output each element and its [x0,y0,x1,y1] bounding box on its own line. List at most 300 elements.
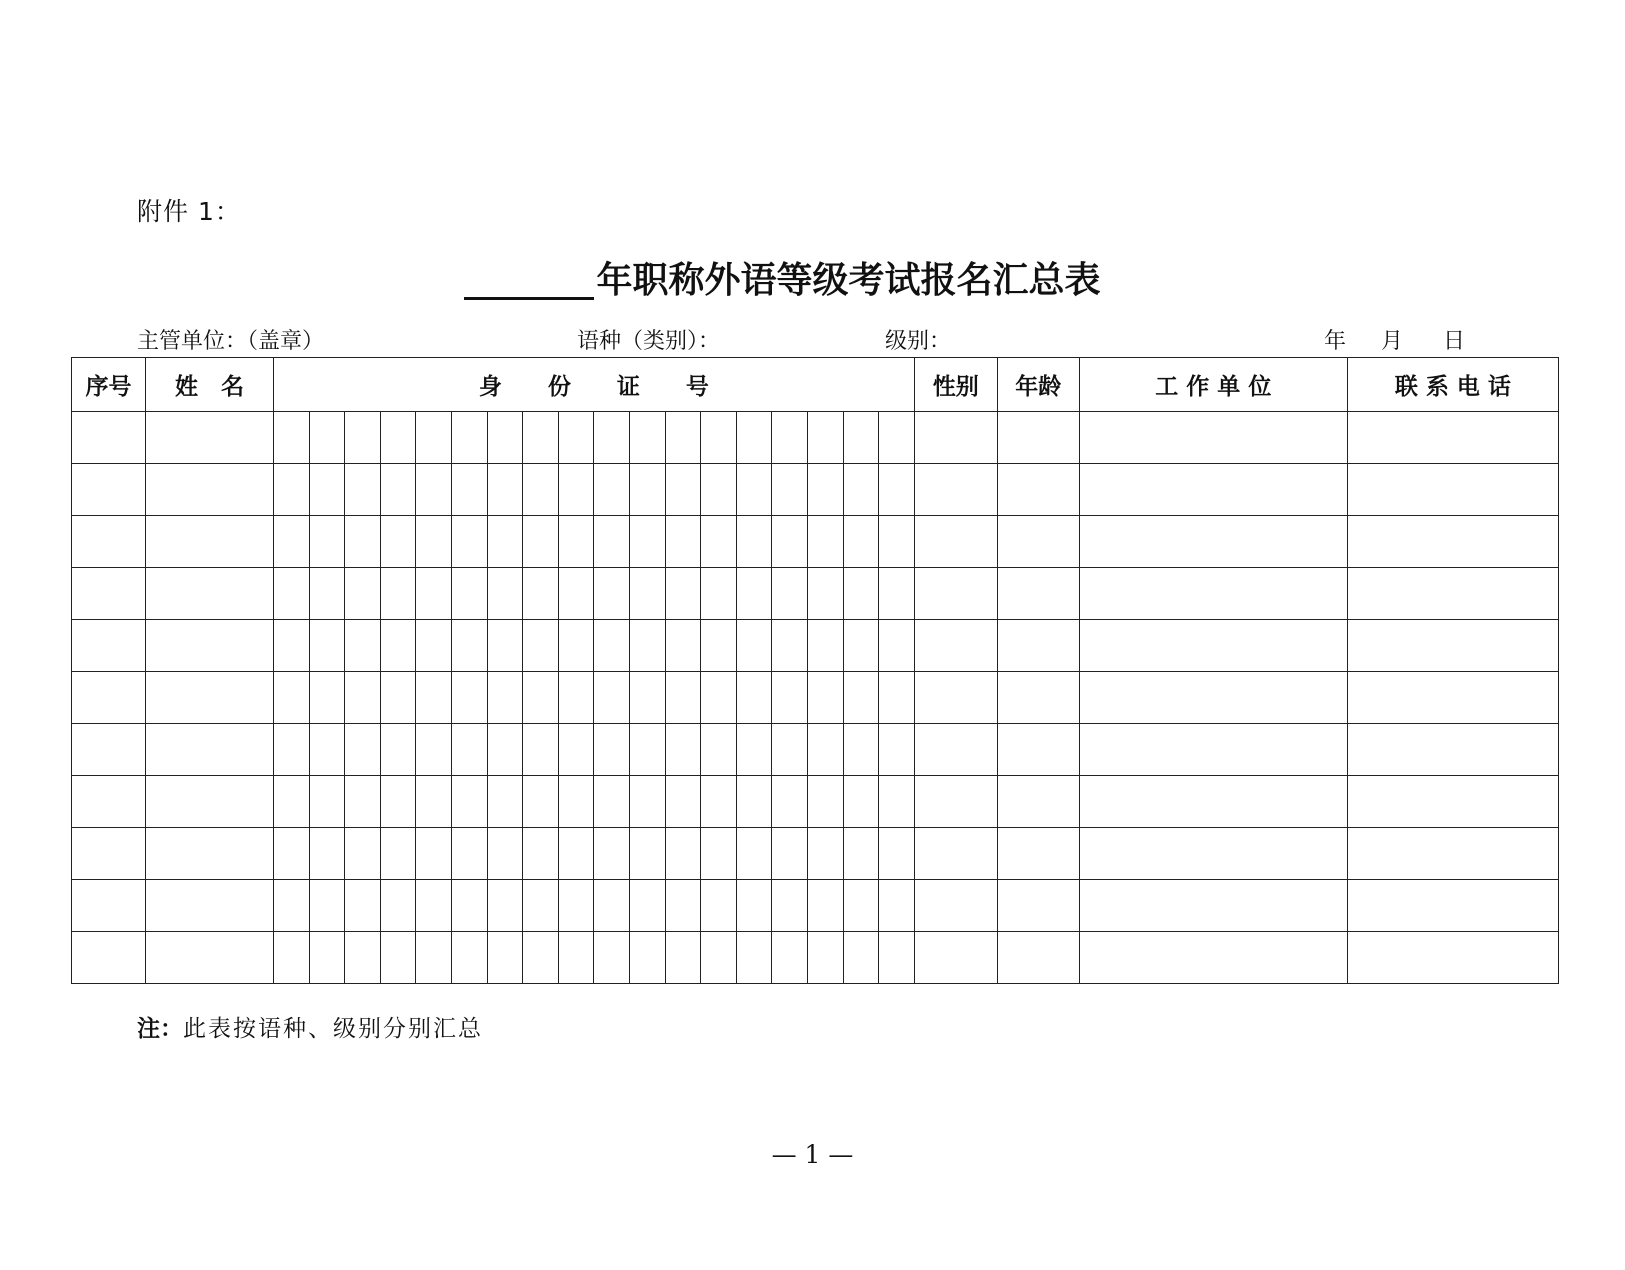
id-digit-cell [558,412,594,464]
note-label: 注： [137,1016,183,1042]
gender-cell [914,516,997,568]
id-digit-cell [309,672,345,724]
id-digit-cell [772,828,808,880]
id-digit-cell [843,776,879,828]
id-digit-cell [879,932,915,984]
id-digit-cell [451,776,487,828]
id-digit-cell [309,568,345,620]
employer-cell [1079,880,1347,932]
header-age: 年龄 [997,358,1079,412]
gender-cell [914,412,997,464]
id-digit-cell [701,932,737,984]
age-cell [997,516,1079,568]
id-digit-cell [772,412,808,464]
id-digit-cell [736,828,772,880]
id-digit-cell [772,880,808,932]
meta-month: 月 [1381,329,1404,354]
id-digit-cell [274,932,310,984]
header-seq: 序号 [72,358,146,412]
id-digit-cell [879,412,915,464]
employer-cell [1079,516,1347,568]
id-digit-cell [843,412,879,464]
id-digit-cell [843,672,879,724]
table-row [72,880,1559,932]
id-digit-cell [487,620,523,672]
id-digit-cell [451,620,487,672]
id-digit-cell [451,828,487,880]
id-digit-cell [274,620,310,672]
id-digit-cell [558,776,594,828]
id-digit-cell [701,880,737,932]
id-digit-cell [736,620,772,672]
id-digit-cell [629,828,665,880]
id-digit-cell [807,776,843,828]
id-digit-cell [843,880,879,932]
id-digit-cell [274,828,310,880]
id-digit-cell [523,620,559,672]
id-digit-cell [416,620,452,672]
id-digit-cell [274,776,310,828]
id-digit-cell [701,724,737,776]
id-digit-cell [274,464,310,516]
id-digit-cell [487,464,523,516]
id-digit-cell [665,464,701,516]
id-digit-cell [380,412,416,464]
id-digit-cell [879,880,915,932]
note [137,1010,483,1043]
seq-cell [72,776,146,828]
seq-cell [72,932,146,984]
gender-cell [914,932,997,984]
phone-cell [1347,516,1558,568]
id-digit-cell [594,464,630,516]
id-digit-cell [665,516,701,568]
id-digit-cell [807,464,843,516]
id-digit-cell [451,932,487,984]
id-digit-cell [736,568,772,620]
id-digit-cell [309,412,345,464]
table-row [72,516,1559,568]
id-digit-cell [736,464,772,516]
header-phone: 联 系 电 话 [1347,358,1558,412]
id-digit-cell [451,568,487,620]
id-digit-cell [558,880,594,932]
id-digit-cell [879,672,915,724]
id-digit-cell [594,724,630,776]
id-digit-cell [523,516,559,568]
id-digit-cell [451,672,487,724]
id-digit-cell [416,724,452,776]
phone-cell [1347,776,1558,828]
id-digit-cell [274,568,310,620]
id-digit-cell [736,776,772,828]
table-row [72,828,1559,880]
name-cell [146,620,274,672]
table-row [72,776,1559,828]
name-cell [146,724,274,776]
year-blank [464,261,594,300]
id-digit-cell [807,412,843,464]
id-digit-cell [736,880,772,932]
id-digit-cell [558,516,594,568]
id-digit-cell [451,880,487,932]
id-digit-cell [416,516,452,568]
id-digit-cell [843,932,879,984]
id-digit-cell [665,568,701,620]
age-cell [997,620,1079,672]
id-digit-cell [558,568,594,620]
id-digit-cell [487,412,523,464]
table-row [72,672,1559,724]
phone-cell [1347,620,1558,672]
id-digit-cell [380,516,416,568]
id-digit-cell [807,880,843,932]
id-digit-cell [736,932,772,984]
id-digit-cell [523,464,559,516]
table-row [72,932,1559,984]
meta-year: 年 [1324,329,1347,354]
table-body [72,412,1559,984]
age-cell [997,828,1079,880]
id-digit-cell [309,620,345,672]
id-digit-cell [558,672,594,724]
id-digit-cell [487,828,523,880]
id-digit-cell [879,620,915,672]
id-digit-cell [879,724,915,776]
id-digit-cell [701,828,737,880]
meta-unit: 主管单位：（盖章） [137,329,325,354]
name-cell [146,412,274,464]
id-digit-cell [843,568,879,620]
id-digit-cell [451,724,487,776]
id-digit-cell [629,464,665,516]
gender-cell [914,828,997,880]
id-digit-cell [274,880,310,932]
id-digit-cell [629,776,665,828]
id-digit-cell [807,568,843,620]
id-digit-cell [665,932,701,984]
id-digit-cell [416,568,452,620]
id-digit-cell [665,776,701,828]
age-cell [997,880,1079,932]
age-cell [997,776,1079,828]
id-digit-cell [594,776,630,828]
id-digit-cell [451,412,487,464]
id-digit-cell [701,464,737,516]
id-digit-cell [523,672,559,724]
id-digit-cell [558,620,594,672]
id-digit-cell [629,412,665,464]
age-cell [997,724,1079,776]
employer-cell [1079,620,1347,672]
age-cell [997,568,1079,620]
phone-cell [1347,880,1558,932]
id-digit-cell [772,724,808,776]
id-digit-cell [523,932,559,984]
meta-language: 语种（类别）： [577,329,721,354]
id-digit-cell [345,932,381,984]
id-digit-cell [309,516,345,568]
id-digit-cell [807,516,843,568]
id-digit-cell [558,932,594,984]
phone-cell [1347,828,1558,880]
table-row [72,568,1559,620]
id-digit-cell [487,776,523,828]
phone-cell [1347,724,1558,776]
id-digit-cell [416,412,452,464]
id-digit-cell [345,412,381,464]
id-digit-cell [309,724,345,776]
employer-cell [1079,932,1347,984]
id-digit-cell [523,828,559,880]
header-row [72,358,1559,412]
seq-cell [72,568,146,620]
seq-cell [72,464,146,516]
id-digit-cell [380,932,416,984]
id-digit-cell [487,724,523,776]
id-digit-cell [879,568,915,620]
table-row [72,724,1559,776]
id-digit-cell [345,880,381,932]
seq-cell [72,880,146,932]
id-digit-cell [380,828,416,880]
id-digit-cell [701,620,737,672]
id-digit-cell [629,932,665,984]
id-digit-cell [558,724,594,776]
id-digit-cell [416,464,452,516]
name-cell [146,776,274,828]
id-digit-cell [772,568,808,620]
gender-cell [914,880,997,932]
id-digit-cell [451,516,487,568]
employer-cell [1079,828,1347,880]
registration-table [71,357,1559,984]
id-digit-cell [274,516,310,568]
id-digit-cell [345,672,381,724]
id-digit-cell [736,516,772,568]
age-cell [997,672,1079,724]
seq-cell [72,672,146,724]
id-digit-cell [274,412,310,464]
id-digit-cell [879,464,915,516]
name-cell [146,516,274,568]
id-digit-cell [523,412,559,464]
id-digit-cell [523,724,559,776]
id-digit-cell [309,776,345,828]
id-digit-cell [736,724,772,776]
id-digit-cell [416,776,452,828]
id-digit-cell [594,568,630,620]
meta-day: 日 [1443,329,1466,354]
employer-cell [1079,672,1347,724]
id-digit-cell [843,828,879,880]
page-number: — 1 — [771,1140,854,1169]
id-digit-cell [701,568,737,620]
id-digit-cell [416,672,452,724]
id-digit-cell [345,464,381,516]
id-digit-cell [701,516,737,568]
attachment-label: 附件 1： [137,197,241,226]
id-digit-cell [309,828,345,880]
id-digit-cell [380,464,416,516]
gender-cell [914,464,997,516]
name-cell [146,672,274,724]
id-digit-cell [274,724,310,776]
id-digit-cell [487,516,523,568]
id-digit-cell [487,932,523,984]
id-digit-cell [345,724,381,776]
employer-cell [1079,724,1347,776]
phone-cell [1347,412,1558,464]
table-row [72,412,1559,464]
gender-cell [914,568,997,620]
phone-cell [1347,932,1558,984]
phone-cell [1347,568,1558,620]
id-digit-cell [345,568,381,620]
name-cell [146,932,274,984]
id-digit-cell [345,516,381,568]
id-digit-cell [665,880,701,932]
id-digit-cell [309,464,345,516]
id-digit-cell [843,620,879,672]
age-cell [997,412,1079,464]
id-digit-cell [879,516,915,568]
id-digit-cell [772,464,808,516]
id-digit-cell [843,516,879,568]
id-digit-cell [274,672,310,724]
phone-cell [1347,464,1558,516]
id-digit-cell [665,828,701,880]
id-digit-cell [380,568,416,620]
id-digit-cell [416,880,452,932]
name-cell [146,464,274,516]
id-digit-cell [843,724,879,776]
employer-cell [1079,568,1347,620]
id-digit-cell [772,672,808,724]
id-digit-cell [701,776,737,828]
seq-cell [72,620,146,672]
id-digit-cell [594,620,630,672]
id-digit-cell [416,932,452,984]
employer-cell [1079,464,1347,516]
id-digit-cell [594,932,630,984]
gender-cell [914,776,997,828]
gender-cell [914,724,997,776]
id-digit-cell [380,672,416,724]
id-digit-cell [807,620,843,672]
id-digit-cell [665,672,701,724]
id-digit-cell [772,776,808,828]
id-digit-cell [807,932,843,984]
id-digit-cell [309,880,345,932]
id-digit-cell [380,776,416,828]
id-digit-cell [487,672,523,724]
id-digit-cell [879,828,915,880]
id-digit-cell [701,672,737,724]
id-digit-cell [380,880,416,932]
id-digit-cell [629,880,665,932]
id-digit-cell [665,412,701,464]
id-digit-cell [772,620,808,672]
seq-cell [72,516,146,568]
id-digit-cell [558,464,594,516]
age-cell [997,932,1079,984]
id-digit-cell [736,672,772,724]
id-digit-cell [665,620,701,672]
id-digit-cell [629,672,665,724]
id-digit-cell [594,516,630,568]
id-digit-cell [380,620,416,672]
id-digit-cell [309,932,345,984]
id-digit-cell [879,776,915,828]
id-digit-cell [594,828,630,880]
header-employer: 工 作 单 位 [1079,358,1347,412]
id-digit-cell [594,412,630,464]
id-digit-cell [629,516,665,568]
seq-cell [72,724,146,776]
id-digit-cell [665,724,701,776]
id-digit-cell [807,724,843,776]
id-digit-cell [451,464,487,516]
header-name: 姓 名 [146,358,274,412]
seq-cell [72,828,146,880]
id-digit-cell [701,412,737,464]
id-digit-cell [629,568,665,620]
header-gender: 性别 [914,358,997,412]
id-digit-cell [345,776,381,828]
id-digit-cell [594,672,630,724]
id-digit-cell [523,880,559,932]
id-digit-cell [772,516,808,568]
phone-cell [1347,672,1558,724]
meta-level: 级别： [885,329,952,354]
id-digit-cell [345,620,381,672]
name-cell [146,568,274,620]
gender-cell [914,672,997,724]
id-digit-cell [523,568,559,620]
age-cell [997,464,1079,516]
id-digit-cell [380,724,416,776]
seq-cell [72,412,146,464]
name-cell [146,880,274,932]
table-row [72,464,1559,516]
table-row [72,620,1559,672]
title-text: 年职称外语等级考试报名汇总表 [596,259,1101,301]
id-digit-cell [807,828,843,880]
page-title [464,252,1100,303]
id-digit-cell [594,880,630,932]
employer-cell [1079,412,1347,464]
id-digit-cell [736,412,772,464]
gender-cell [914,620,997,672]
id-digit-cell [487,568,523,620]
note-text: 此表按语种、级别分别汇总 [183,1016,483,1042]
id-digit-cell [523,776,559,828]
id-digit-cell [807,672,843,724]
title-row [0,252,1625,303]
name-cell [146,828,274,880]
id-digit-cell [772,932,808,984]
id-digit-cell [345,828,381,880]
employer-cell [1079,776,1347,828]
header-id-number: 身 份 证 号 [274,358,915,412]
id-digit-cell [558,828,594,880]
id-digit-cell [629,724,665,776]
id-digit-cell [416,828,452,880]
id-digit-cell [843,464,879,516]
id-digit-cell [629,620,665,672]
id-digit-cell [487,880,523,932]
